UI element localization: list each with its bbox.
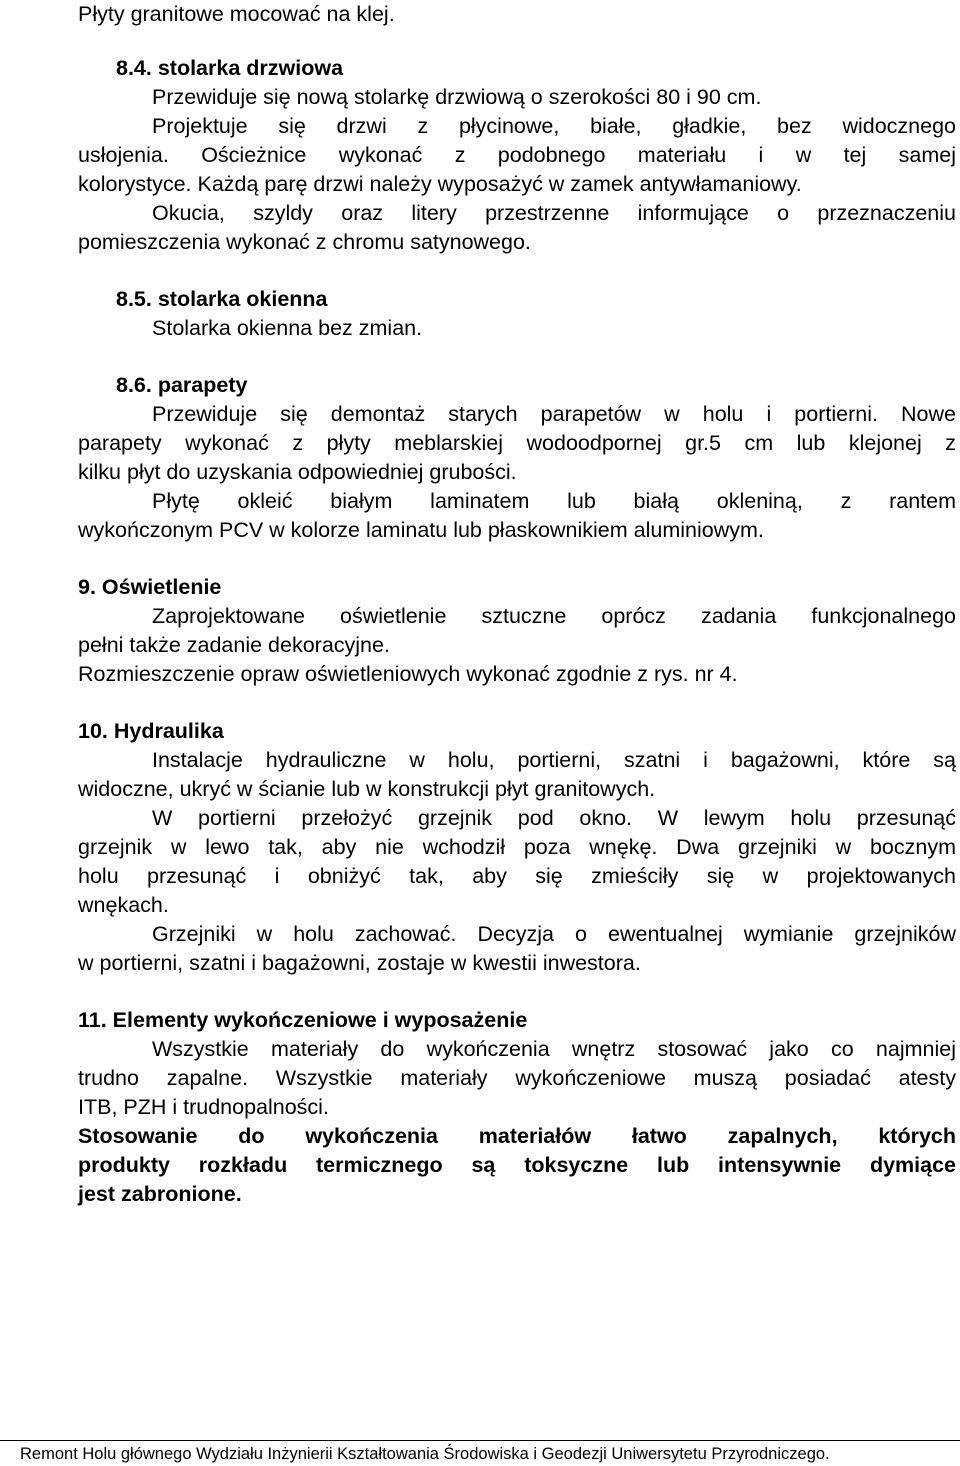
paragraph-line: pomieszczenia wykonać z chromu satynowego. bbox=[78, 230, 531, 254]
paragraph-line: parapety wykonać z płyty meblarskiej wodoodpornej gr.5 cm lub klejonej z bbox=[78, 431, 956, 455]
paragraph-line: usłojenia. Ościeżnice wykonać z podobnego materiału i w tej samej bbox=[78, 143, 956, 167]
paragraph-line: W portierni przełożyć grzejnik pod okno. W lewym holu przesunąć bbox=[152, 806, 956, 830]
paragraph-line: kolorystyce. Każdą parę drzwi należy wyposażyć w zamek antywłamaniowy. bbox=[78, 172, 802, 196]
heading-oswietlenie: 9. Oświetlenie bbox=[78, 575, 222, 599]
paragraph-line: Płytę okleić białym laminatem lub białą okleniną, z rantem bbox=[152, 489, 956, 513]
heading-elementy-wykonczeniowe: 11. Elementy wykończeniowe i wyposażenie bbox=[78, 1008, 528, 1032]
paragraph-line: wnękach. bbox=[78, 893, 169, 917]
paragraph-line: Przewiduje się demontaż starych parapetów w holu i portierni. Nowe bbox=[152, 402, 956, 426]
paragraph-line: wykończonym PCV w kolorze laminatu lub płaskownikiem aluminiowym. bbox=[78, 518, 764, 542]
heading-parapety: 8.6. parapety bbox=[116, 373, 248, 397]
bold-warning-line: produkty rozkładu termicznego są toksyczne lub intensywnie dymiące bbox=[78, 1153, 956, 1177]
paragraph-line: Grzejniki w holu zachować. Decyzja o ewentualnej wymianie grzejników bbox=[152, 922, 956, 946]
paragraph-line: Wszystkie materiały do wykończenia wnętrz stosować jako co najmniej bbox=[152, 1037, 956, 1061]
page-footer: Remont Holu głównego Wydziału Inżynierii Kształtowania Środowiska i Geodezji Uniwersytetu Przyrodniczego. bbox=[20, 1445, 830, 1463]
bold-warning-line: jest zabronione. bbox=[78, 1182, 242, 1206]
heading-stolarka-drzwiowa: 8.4. stolarka drzwiowa bbox=[116, 56, 344, 80]
paragraph-line: holu przesunąć i obniżyć tak, aby się zmieściły się w projektowanych bbox=[78, 864, 956, 888]
paragraph-line: Zaprojektowane oświetlenie sztuczne oprócz zadania funkcjonalnego bbox=[152, 604, 956, 628]
heading-stolarka-okienna: 8.5. stolarka okienna bbox=[116, 287, 328, 311]
paragraph-line: Projektuje się drzwi z płycinowe, białe, gładkie, bez widocznego bbox=[152, 114, 956, 138]
paragraph-line: grzejnik w lewo tak, aby nie wchodził poza wnękę. Dwa grzejniki w bocznym bbox=[78, 835, 956, 859]
paragraph-line: ITB, PZH i trudnopalności. bbox=[78, 1095, 329, 1119]
paragraph-line: Stolarka okienna bez zmian. bbox=[152, 316, 423, 340]
paragraph-line: w portierni, szatni i bagażowni, zostaje w kwestii inwestora. bbox=[78, 951, 641, 975]
paragraph-line: trudno zapalne. Wszystkie materiały wykończeniowe muszą posiadać atesty bbox=[78, 1066, 956, 1090]
intro-line: Płyty granitowe mocować na klej. bbox=[78, 2, 395, 26]
footer-divider bbox=[0, 1440, 960, 1441]
paragraph-line: Instalacje hydrauliczne w holu, portierni, szatni i bagażowni, które są bbox=[152, 748, 956, 772]
bold-warning-line: Stosowanie do wykończenia materiałów łatwo zapalnych, których bbox=[78, 1124, 956, 1148]
paragraph-line: widoczne, ukryć w ścianie lub w konstrukcji płyt granitowych. bbox=[78, 777, 656, 801]
heading-hydraulika: 10. Hydraulika bbox=[78, 719, 224, 743]
paragraph-line: pełni także zadanie dekoracyjne. bbox=[78, 633, 390, 657]
paragraph-line: kilku płyt do uzyskania odpowiedniej grubości. bbox=[78, 460, 517, 484]
paragraph-line: Okucia, szyldy oraz litery przestrzenne informujące o przeznaczeniu bbox=[152, 201, 956, 225]
paragraph-line: Rozmieszczenie opraw oświetleniowych wykonać zgodnie z rys. nr 4. bbox=[78, 662, 738, 686]
paragraph-line: Przewiduje się nową stolarkę drzwiową o szerokości 80 i 90 cm. bbox=[152, 85, 762, 109]
